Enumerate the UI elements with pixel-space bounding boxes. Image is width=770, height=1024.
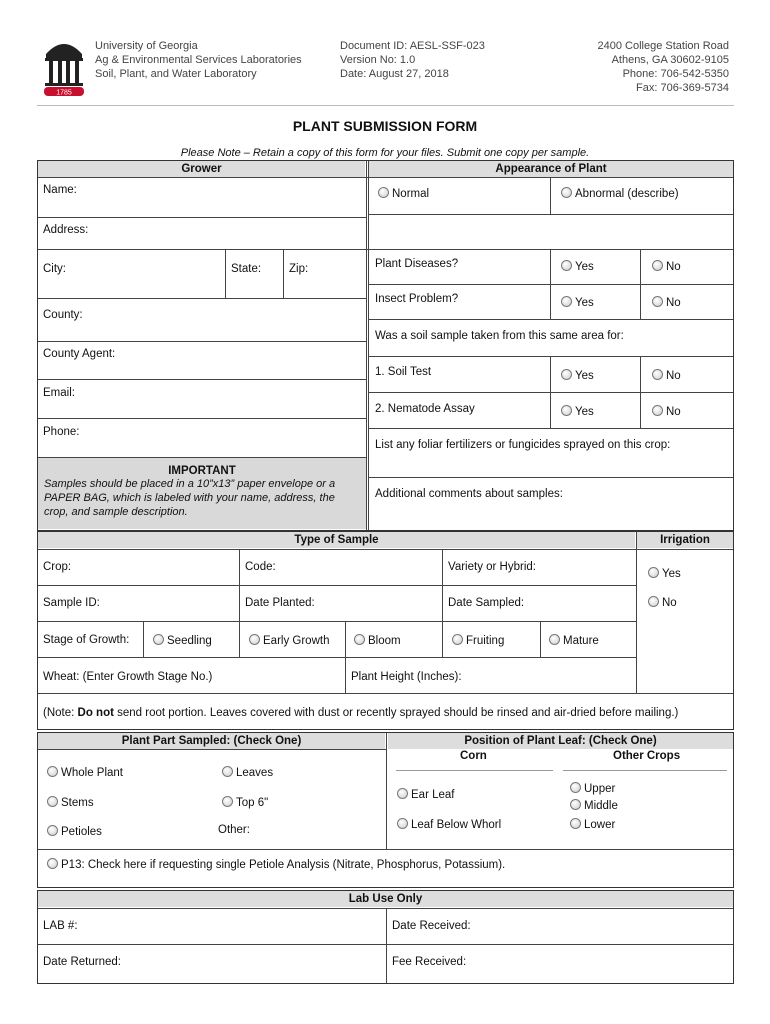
lower-radio[interactable]: Lower	[570, 818, 615, 831]
leaf-below-whorl-radio[interactable]: Leaf Below Whorl	[397, 818, 501, 831]
irrigation-no-radio[interactable]: No	[648, 596, 677, 609]
whole-plant-radio[interactable]: Whole Plant	[47, 766, 123, 779]
leaves-radio[interactable]: Leaves	[222, 766, 273, 779]
phone-field[interactable]: Phone:	[43, 426, 80, 438]
date-returned-field[interactable]: Date Returned:	[43, 956, 121, 968]
date-sampled-field[interactable]: Date Sampled:	[448, 597, 525, 609]
normal-radio[interactable]: Normal	[378, 187, 429, 200]
insect-problem-no-radio[interactable]: No	[652, 296, 681, 309]
zip-field[interactable]: Zip:	[289, 263, 309, 275]
fee-received-field[interactable]: Fee Received:	[392, 956, 467, 968]
grower-header: Grower	[38, 161, 365, 177]
wheat-growth-stage-field[interactable]: Wheat: (Enter Growth Stage No.)	[43, 671, 213, 683]
irrigation-yes-radio[interactable]: Yes	[648, 567, 681, 580]
lab-number-field[interactable]: LAB #:	[43, 920, 78, 932]
other-part-field[interactable]: Other:	[218, 824, 250, 836]
leaf-position-header: Position of Plant Leaf: (Check One)	[388, 733, 733, 749]
rinse-note: (Note: Do not send root portion. Leaves covered with dust or recently sprayed should be rinsed and air-dried before mailing.)	[43, 707, 679, 719]
county-agent-field[interactable]: County Agent:	[43, 348, 116, 360]
ear-leaf-radio[interactable]: Ear Leaf	[397, 788, 454, 801]
seedling-radio[interactable]: Seedling	[153, 634, 212, 647]
insect-problem-label: Insect Problem?	[375, 293, 459, 305]
nematode-no-radio[interactable]: No	[652, 405, 681, 418]
organization-info: University of Georgia Ag & Environmental Services Laboratories Soil, Plant, and Water Laboratory	[95, 40, 302, 80]
fruiting-radio[interactable]: Fruiting	[452, 634, 504, 647]
type-of-sample-section	[37, 531, 734, 730]
mature-radio[interactable]: Mature	[549, 634, 599, 647]
soil-test-label: 1. Soil Test	[375, 366, 432, 378]
additional-comments-field[interactable]: Additional comments about samples:	[375, 488, 563, 500]
email-field[interactable]: Email:	[43, 387, 75, 399]
nematode-assay-label: 2. Nematode Assay	[375, 403, 475, 415]
petioles-radio[interactable]: Petioles	[47, 825, 102, 838]
variety-hybrid-field[interactable]: Variety or Hybrid:	[448, 561, 536, 573]
county-field[interactable]: County:	[43, 309, 83, 321]
foliar-fertilizers-field[interactable]: List any foliar fertilizers or fungicides sprayed on this crop:	[375, 439, 671, 451]
plant-diseases-label: Plant Diseases?	[375, 258, 459, 270]
type-of-sample-header: Type of Sample	[38, 532, 635, 548]
other-crops-subheader: Other Crops	[613, 750, 681, 762]
lab-address: 2400 College Station Road Athens, GA 30602-9105 Phone: 706-542-5350 Fax: 706-369-5734	[597, 40, 729, 94]
sample-id-field[interactable]: Sample ID:	[43, 597, 100, 609]
important-notice: IMPORTANT Samples should be placed in a 10”x13” paper envelope or a PAPER BAG, which is labeled with your name, address, the crop, and sample description.	[38, 458, 366, 529]
document-info: Document ID: AESL-SSF-023 Version No: 1.0 Date: August 27, 2018	[340, 40, 485, 80]
date-planted-field[interactable]: Date Planted:	[245, 597, 315, 609]
plant-height-field[interactable]: Plant Height (Inches):	[351, 671, 462, 683]
stage-of-growth-label: Stage of Growth:	[43, 634, 130, 646]
uga-arch-logo-icon	[42, 38, 86, 96]
code-field[interactable]: Code:	[245, 561, 276, 573]
date-received-field[interactable]: Date Received:	[392, 920, 471, 932]
soil-test-yes-radio[interactable]: Yes	[561, 369, 594, 382]
abnormal-radio[interactable]: Abnormal (describe)	[561, 187, 679, 200]
form-title: PLANT SUBMISSION FORM	[292, 118, 478, 134]
plant-part-header: Plant Part Sampled: (Check One)	[38, 733, 385, 749]
irrigation-header: Irrigation	[637, 532, 733, 548]
bloom-radio[interactable]: Bloom	[354, 634, 401, 647]
appearance-header: Appearance of Plant	[369, 161, 733, 177]
crop-field[interactable]: Crop:	[43, 561, 72, 573]
name-field[interactable]: Name:	[43, 184, 77, 196]
address-field[interactable]: Address:	[43, 224, 89, 236]
early-growth-radio[interactable]: Early Growth	[249, 634, 329, 647]
stems-radio[interactable]: Stems	[47, 796, 94, 809]
nematode-yes-radio[interactable]: Yes	[561, 405, 594, 418]
svg-text:1785: 1785	[56, 89, 72, 96]
city-field[interactable]: City:	[43, 263, 66, 275]
soil-test-no-radio[interactable]: No	[652, 369, 681, 382]
top6-radio[interactable]: Top 6"	[222, 796, 268, 809]
plant-diseases-no-radio[interactable]: No	[652, 260, 681, 273]
p13-petiole-checkbox[interactable]: P13: Check here if requesting single Petiole Analysis (Nitrate, Phosphorus, Potassium).	[47, 858, 505, 871]
corn-subheader: Corn	[460, 750, 487, 762]
lab-use-header: Lab Use Only	[38, 891, 733, 907]
state-field[interactable]: State:	[231, 263, 262, 275]
middle-radio[interactable]: Middle	[570, 799, 618, 812]
plant-diseases-yes-radio[interactable]: Yes	[561, 260, 594, 273]
soil-sample-question: Was a soil sample taken from this same area for:	[375, 330, 624, 342]
document-header	[37, 36, 734, 106]
insect-problem-yes-radio[interactable]: Yes	[561, 296, 594, 309]
retain-copy-note: Please Note – Retain a copy of this form for your files. Submit one copy per sample.	[180, 147, 590, 159]
upper-radio[interactable]: Upper	[570, 782, 615, 795]
